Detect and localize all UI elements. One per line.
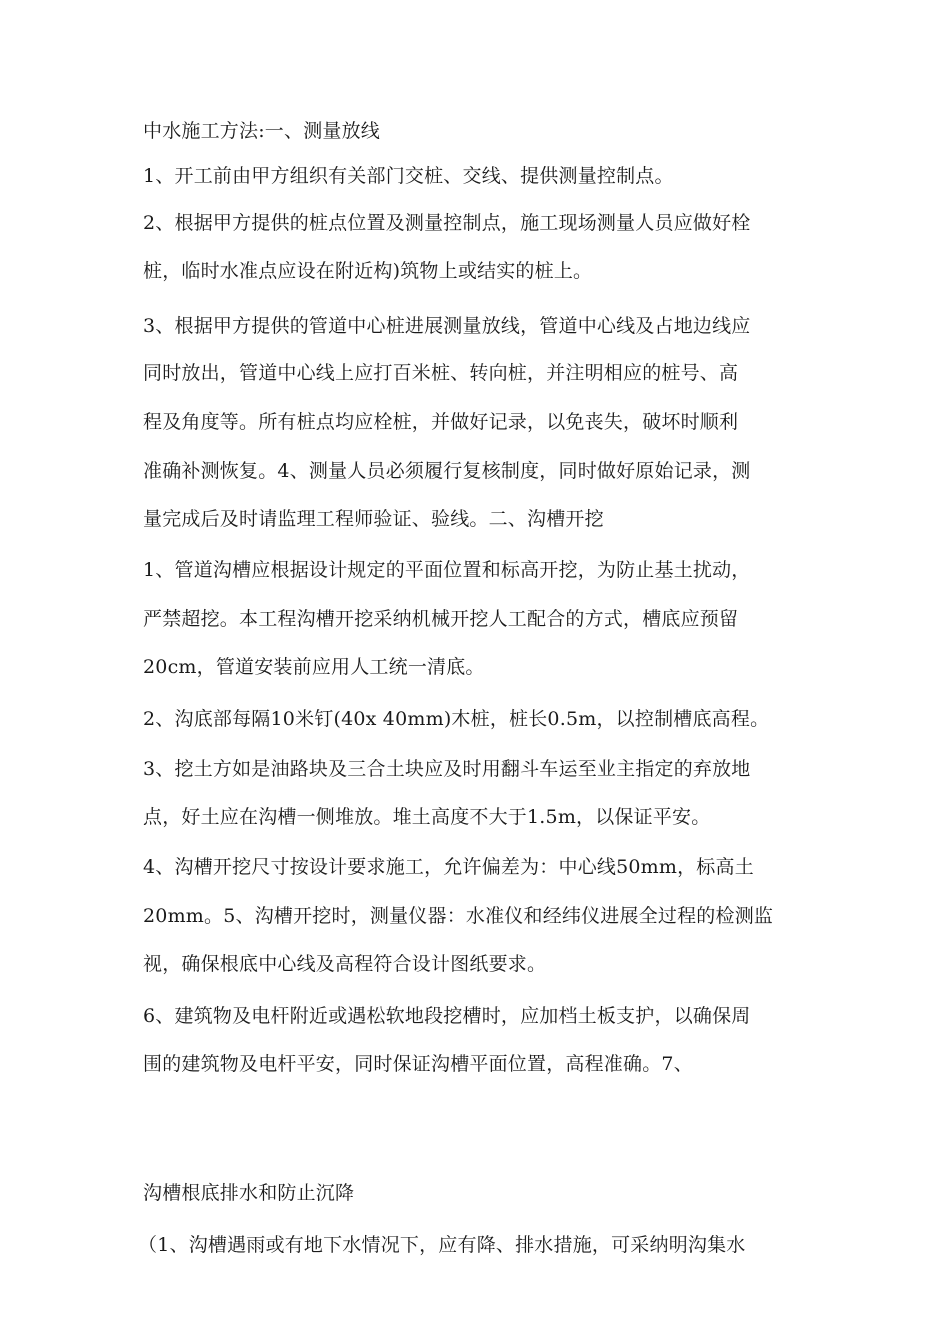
- paragraph-line: 20mm。5、沟槽开挖时，测量仪器：水准仪和经纬仪进展全过程的检测监: [143, 905, 774, 927]
- paragraph-line: 严禁超挖。本工程沟槽开挖采纳机械开挖人工配合的方式，槽底应预留: [143, 608, 739, 630]
- paragraph-line: 同时放出，管道中心线上应打百米桩、转向桩，并注明相应的桩号、高: [143, 362, 739, 384]
- paragraph-line: 1、管道沟槽应根据设计规定的平面位置和标高开挖，为防止基土扰动，: [143, 559, 751, 581]
- paragraph-line: 3、根据甲方提供的管道中心桩进展测量放线，管道中心线及占地边线应: [143, 315, 751, 337]
- paragraph-line: 3、挖土方如是油路块及三合土块应及时用翻斗车运至业主指定的弃放地: [143, 758, 751, 780]
- section-heading-drainage: 沟槽根底排水和防止沉降: [143, 1182, 355, 1204]
- paragraph-line: 1、开工前由甲方组织有关部门交桩、交线、提供测量控制点。: [143, 165, 674, 187]
- paragraph-line: 2、根据甲方提供的桩点位置及测量控制点，施工现场测量人员应做好栓: [143, 212, 751, 234]
- paragraph-line: 程及角度等。所有桩点均应栓桩，并做好记录，以免丧失，破坏时顺利: [143, 411, 739, 433]
- paragraph-line: 4、沟槽开挖尺寸按设计要求施工，允许偏差为：中心线50mm，标高土: [143, 856, 754, 878]
- paragraph-line: 6、建筑物及电杆附近或遇松软地段挖槽时，应加档土板支护，以确保周: [143, 1005, 751, 1027]
- paragraph-line: （1、沟槽遇雨或有地下水情况下，应有降、排水措施，可采纳明沟集水: [138, 1234, 746, 1256]
- paragraph-line: 20cm，管道安装前应用人工统一清底。: [143, 656, 485, 678]
- paragraph-line: 2、沟底部每隔10米钉(40x 40mm)木桩，桩长0.5m，以控制槽底高程。: [143, 708, 770, 730]
- paragraph-line: 准确补测恢复。4、测量人员必须履行复核制度，同时做好原始记录，测: [143, 460, 751, 482]
- paragraph-line: 桩，临时水准点应设在附近构)筑物上或结实的桩上。: [143, 260, 593, 282]
- paragraph-line: 视，确保根底中心线及高程符合设计图纸要求。: [143, 953, 547, 975]
- section-heading-survey: 中水施工方法:一、测量放线: [143, 120, 381, 142]
- paragraph-line: 量完成后及时请监理工程师验证、验线。二、沟槽开挖: [143, 508, 604, 530]
- paragraph-line: 围的建筑物及电杆平安，同时保证沟槽平面位置，高程准确。7、: [143, 1053, 693, 1075]
- paragraph-line: 点，好土应在沟槽一侧堆放。堆土高度不大于1.5m，以保证平安。: [143, 806, 711, 828]
